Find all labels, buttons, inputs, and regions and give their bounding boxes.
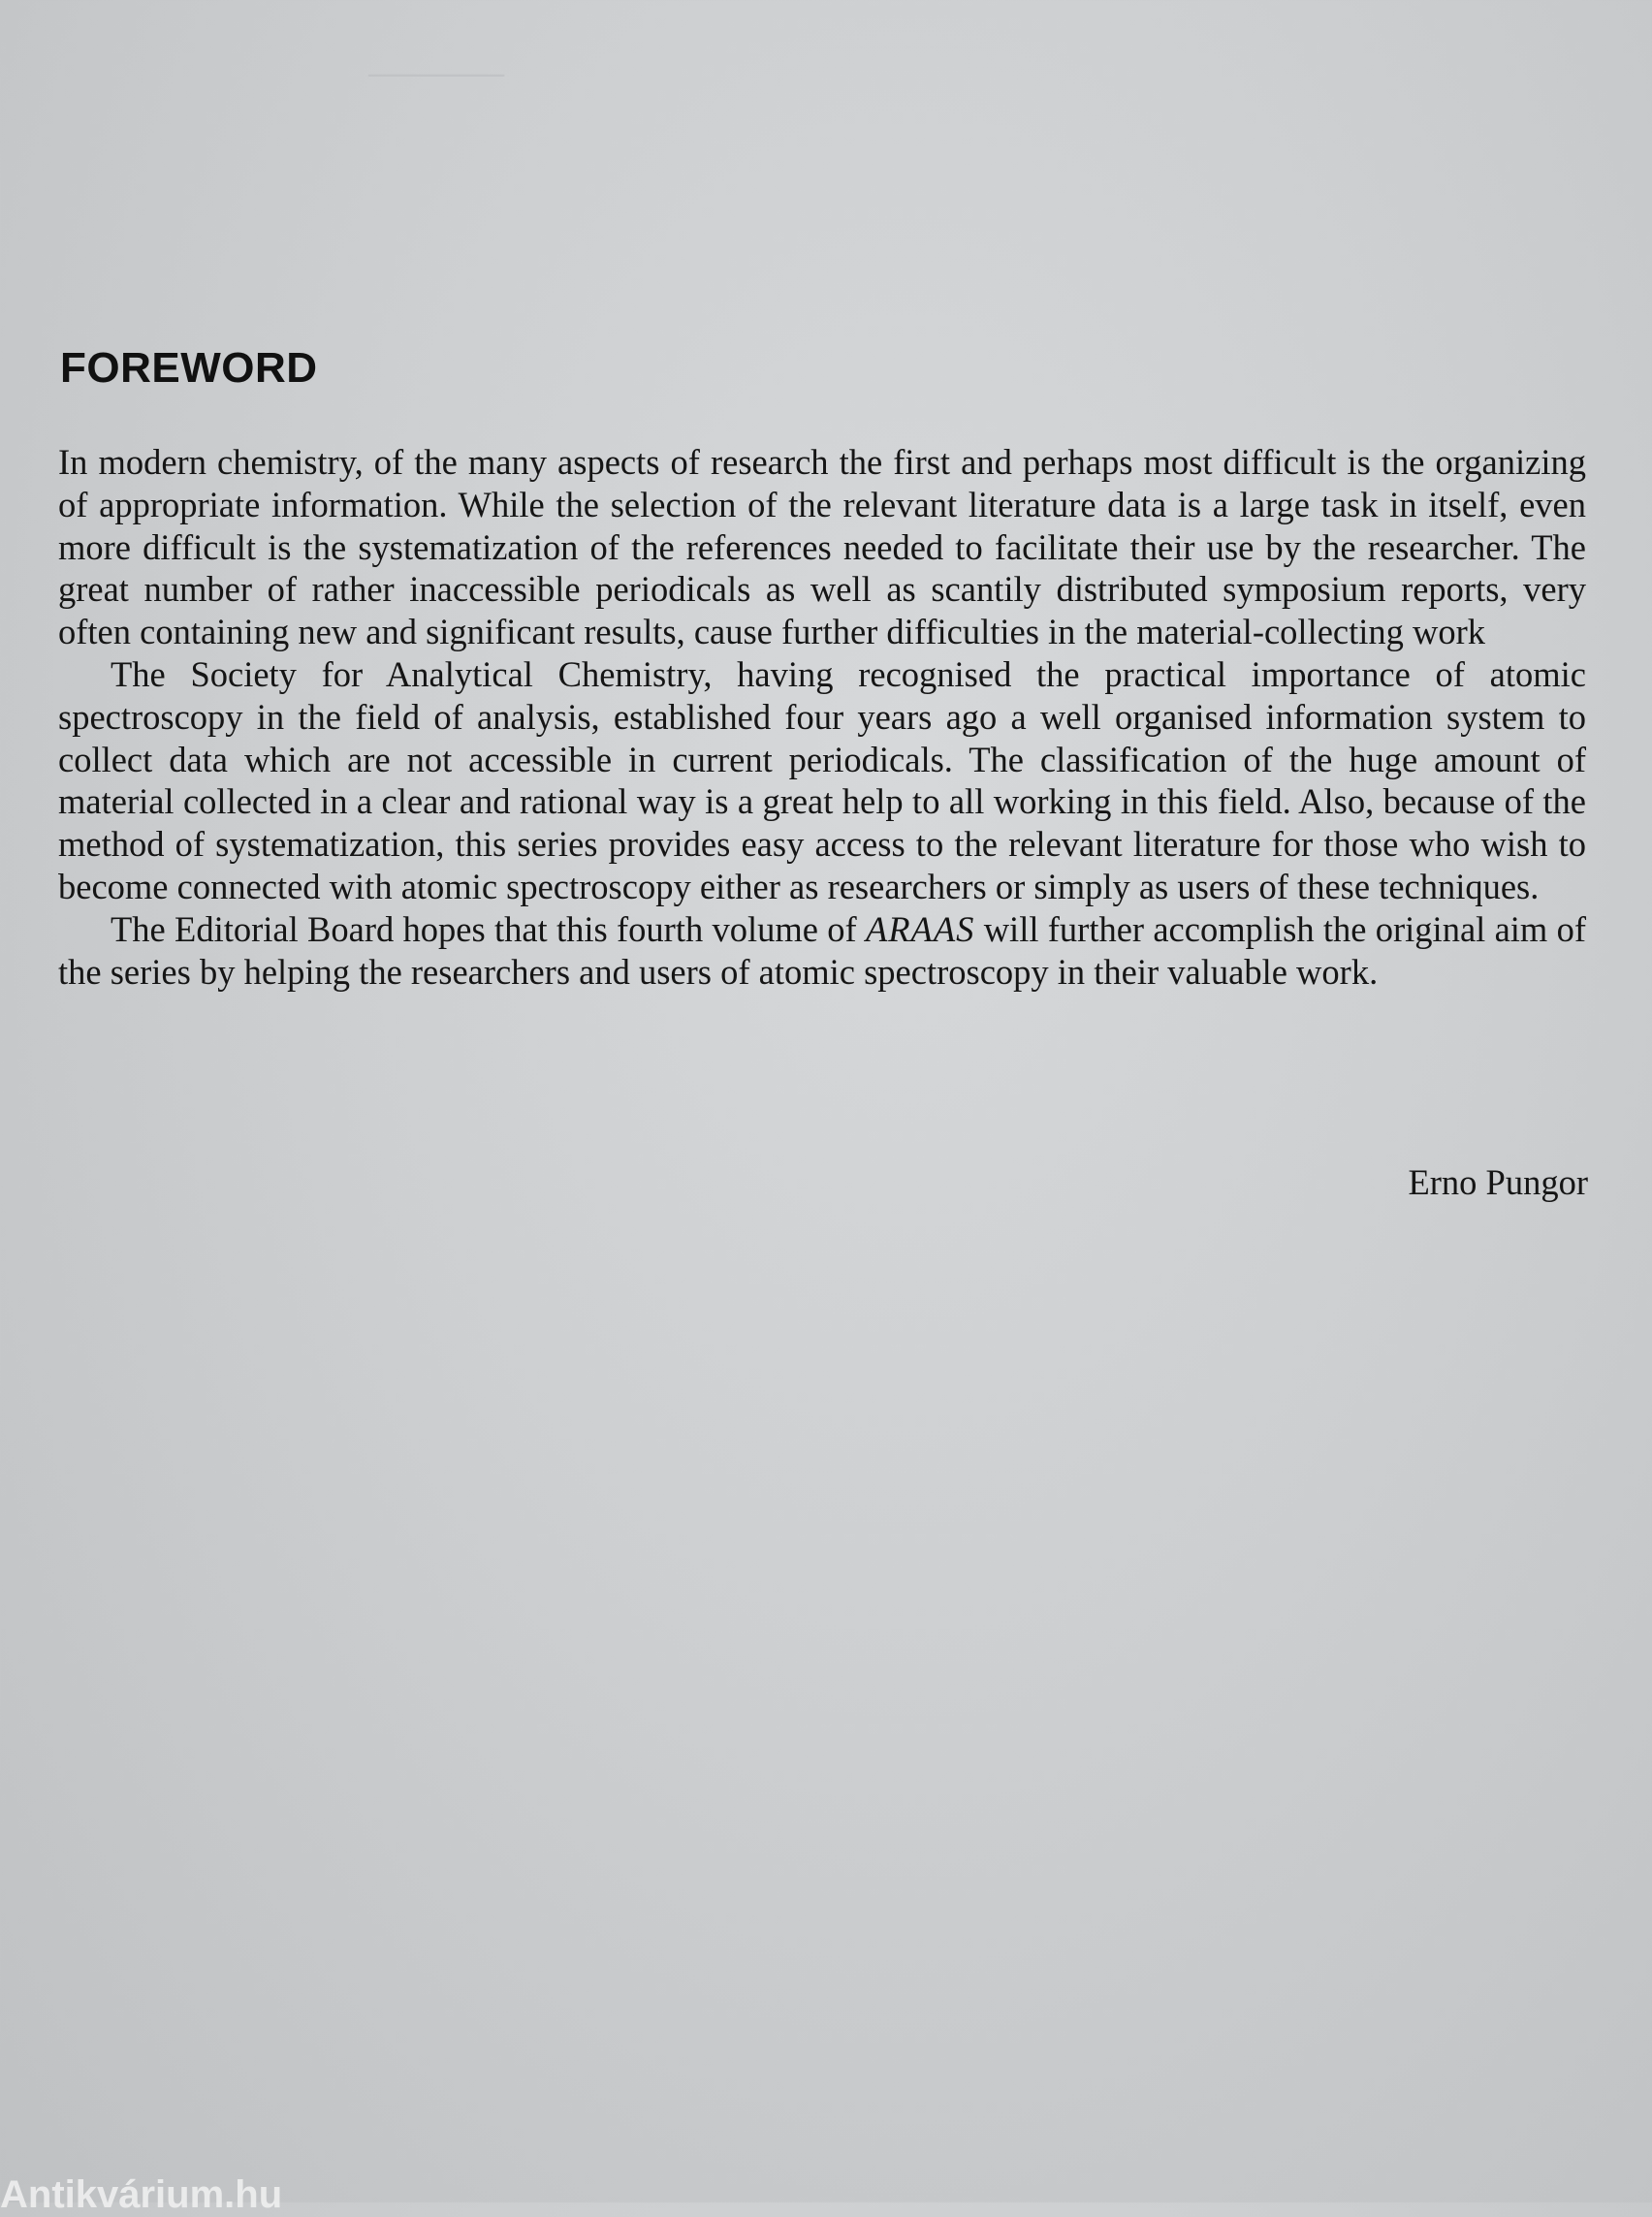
paragraph-3-after: will further accomplish the original aim of the series by helping the researchers and users of atomic spectroscopy in their valuable work. xyxy=(58,908,1586,992)
watermark: Antikvárium.hu xyxy=(0,2173,283,2216)
page-title: FOREWORD xyxy=(60,344,318,392)
paragraph-3-before: The Editorial Board hopes that this fourth volume of xyxy=(111,908,866,949)
series-title: ARAAS xyxy=(865,908,975,949)
foreword-body xyxy=(58,441,1586,993)
paragraph-1: In modern chemistry, of the many aspects of research the first and perhaps most difficult is the organizing of appropriate information. While the selection of the relevant literature data is a large task in itself, even more difficult is the systematization of the references needed to facilitate their use by the researcher. The great number of rather inaccessible periodicals as well as scantily distributed symposium reports, very often containing new and significant results, cause further difficulties in the material-collecting work xyxy=(58,442,1586,652)
bleed-through-decoration: ────── xyxy=(368,58,505,93)
paragraph-3 xyxy=(58,908,1586,994)
paragraph-2: The Society for Analytical Chemistry, having recognised the practical importance of atomic spectroscopy in the field of analysis, established four years ago a well organised information system to collect data which are not accessible in current periodicals. The classification of the huge amount of material collected in a clear and rational way is a great help to all working in this field. Also, because of the method of systematization, this series provides easy access to the relevant literature for those who wish to become connected with atomic spectroscopy either as researchers or simply as users of these techniques. xyxy=(58,653,1586,906)
author-signature: Erno Pungor xyxy=(1408,1162,1588,1202)
